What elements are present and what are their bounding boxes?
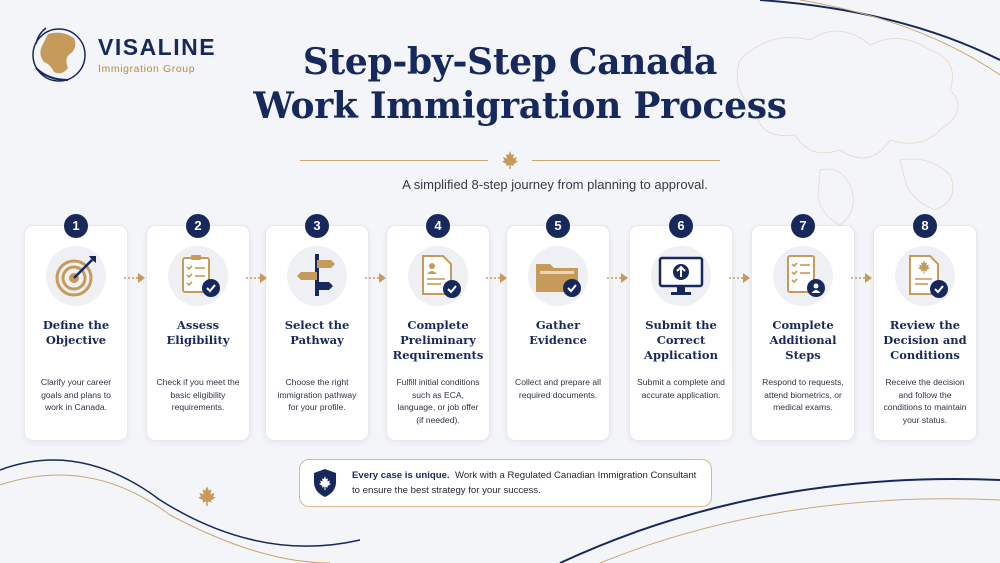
step-card-1: [24, 218, 128, 441]
step-number: 2: [186, 214, 210, 238]
step-number: 3: [305, 214, 329, 238]
step-description: Collect and prepare all required documents.: [515, 377, 601, 400]
step-title: Define the Objective: [42, 318, 110, 347]
consultant-note: [299, 459, 712, 507]
title-divider: [300, 150, 720, 170]
arrow-right-icon: [729, 272, 751, 284]
step-card-2: [146, 218, 250, 441]
step-title: Complete Additional Steps: [769, 318, 837, 362]
step-number: 5: [546, 214, 570, 238]
shield-maple-icon: [312, 468, 338, 498]
step-card-3: [265, 218, 369, 441]
target-icon: [46, 246, 106, 306]
step-number: 6: [669, 214, 693, 238]
arrow-right-icon: [607, 272, 629, 284]
step-description: Receive the decision and follow the conditions to maintain your status.: [883, 377, 967, 425]
step-number: 7: [791, 214, 815, 238]
step-card-8: [873, 218, 977, 441]
note-line-1: Work with a Regulated Canadian Immigration Consultant: [454, 470, 697, 481]
step-card-6: [629, 218, 733, 441]
step-description: Respond to requests, attend biometrics, or medical exams.: [762, 377, 844, 412]
arrow-right-icon: [486, 272, 508, 284]
step-title: Gather Evidence: [529, 318, 587, 347]
title-line-2: Work Immigration Process: [253, 85, 787, 127]
step-title: Select the Pathway: [284, 318, 350, 347]
maple-leaf-icon: [500, 150, 520, 170]
step-description: Clarify your career goals and plans to work in Canada.: [40, 377, 112, 412]
monitor-upload-icon: [651, 246, 711, 306]
step-description: Submit a complete and accurate application.: [637, 377, 725, 400]
checklist-icon: [168, 246, 228, 306]
arrow-right-icon: [365, 272, 387, 284]
step-number: 1: [64, 214, 88, 238]
arrow-right-icon: [124, 272, 146, 284]
step-description: Choose the right immigration pathway for your profile.: [277, 377, 357, 412]
arrow-right-icon: [246, 272, 268, 284]
signpost-icon: [287, 246, 347, 306]
maple-document-icon: [895, 246, 955, 306]
maple-leaf-icon: [196, 485, 218, 507]
note-line-2: to ensure the best strategy for your success.: [352, 485, 541, 496]
folder-check-icon: [528, 246, 588, 306]
step-card-4: [386, 218, 490, 441]
step-title: Submit the Correct Application: [644, 318, 718, 362]
brand-tagline: Immigration Group: [98, 62, 196, 75]
page-title: [0, 40, 1000, 128]
brand-name: VISALINE: [98, 33, 217, 60]
step-description: Check if you meet the basic eligibility requirements.: [156, 377, 240, 412]
step-number: 4: [426, 214, 450, 238]
step-title: Assess Eligibility: [166, 318, 230, 347]
title-line-1: Step-by-Step Canada: [302, 41, 718, 83]
document-profile-icon: [408, 246, 468, 306]
step-card-5: [506, 218, 610, 441]
page-subtitle: A simplified 8-step journey from planning to approval.: [402, 177, 708, 192]
step-number: 8: [913, 214, 937, 238]
arrow-right-icon: [851, 272, 873, 284]
step-card-7: [751, 218, 855, 441]
step-title: Review the Decision and Conditions: [883, 318, 967, 362]
step-title: Complete Preliminary Requirements: [392, 318, 484, 362]
note-highlight: Every case is unique.: [352, 470, 450, 481]
checklist-user-icon: [773, 246, 833, 306]
step-description: Fulfill initial conditions such as ECA, language, or job offer (if needed).: [396, 377, 480, 425]
